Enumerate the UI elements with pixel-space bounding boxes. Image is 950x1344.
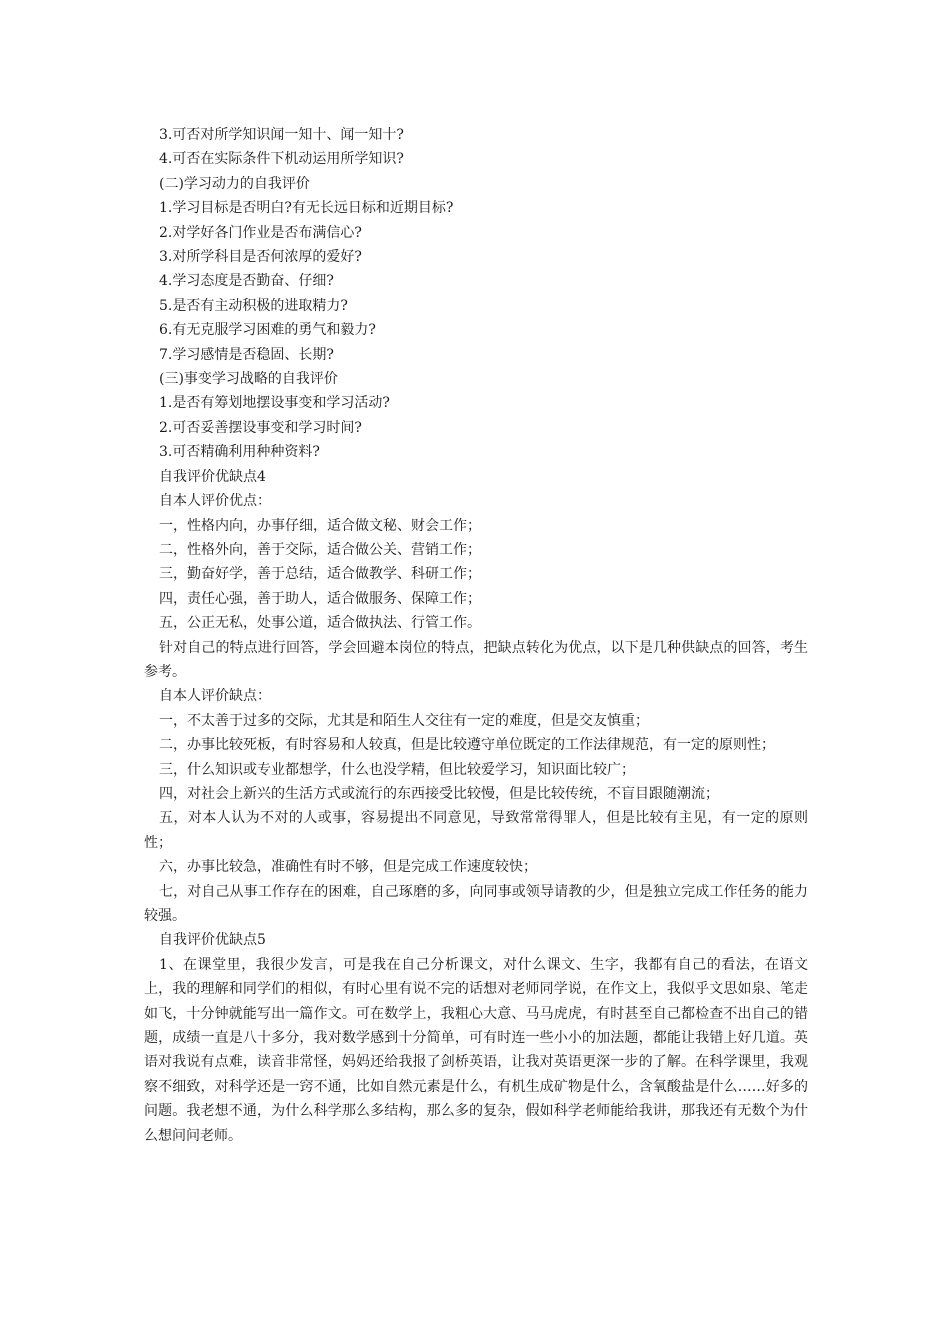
paragraph-line: 一，性格内向，办事仔细，适合做文秘、财会工作； xyxy=(159,517,481,534)
paragraph-line: 4.学习态度是否勤奋、仔细? xyxy=(159,273,334,290)
paragraph-line: 四，对社会上新兴的生活方式或流行的东西接受比较慢，但是比较传统，不盲目跟随潮流； xyxy=(159,785,719,802)
section-heading: (二)学习动力的自我评价 xyxy=(159,175,310,192)
paragraph-line: 5.是否有主动积极的进取精力? xyxy=(159,297,348,314)
section-heading: 自我评价优缺点5 xyxy=(159,932,266,949)
paragraph-line: 1.学习目标是否明白?有无长远日标和近期目标? xyxy=(159,200,454,217)
paragraph-line: 三，勤奋好学，善于总结，适合做教学、科研工作； xyxy=(159,566,481,583)
paragraph: 1、在课堂里，我很少发言，可是我在自己分析课文，对什么课文、生字，我都有自己的看法，在语文上，我的理解和同学们的相似，有时心里有说不完的话想对老师同学说，在作文上，我似乎文思如泉、笔走如飞，十分钟就能写出一篇作文。可在数学上，我粗心大意、马马虎虎，有时甚至自己都检查不出自己的错题，成绩一直是八十多分，我对数学感到十分简单，可有时连一些小小的加法题，都能让我错上好几道。英语对我说有点难，读音非常怪，妈妈还给我报了剑桥英语，让我对英语更深一步的了解。在科学课里，我观察不细致，对科学还是一窍不通，比如自然元素是什么，有机生成矿物是什么，含氧酸盐是什么……好多的问题。我老想不通，为什么科学那么多结构，那么多的复杂，假如科学老师能给我讲，那我还有无数个为什么想问问老师。 xyxy=(144,956,808,1144)
paragraph-line: 3.可否精确利用种种资料? xyxy=(159,444,320,461)
paragraph-line: 3.可否对所学知识闻一知十、闻一知十? xyxy=(159,127,404,143)
paragraph-line: 6.有无克服学习困难的勇气和毅力? xyxy=(159,322,376,339)
paragraph-line: 2.对学好各门作业是否布满信心? xyxy=(159,224,362,241)
paragraph-line: 7.学习感情是否稳固、长期? xyxy=(159,346,334,363)
paragraph-line: 4.可否在实际条件下机动运用所学知识? xyxy=(159,151,404,168)
paragraph-line: 一，不太善于过多的交际，尤其是和陌生人交往有一定的难度，但是交友慎重； xyxy=(159,712,649,729)
paragraph-line: 五，公正无私，处事公道，适合做执法、行管工作。 xyxy=(159,615,481,632)
paragraph-line: 二，性格外向，善于交际，适合做公关、营销工作； xyxy=(159,541,481,558)
paragraph: 五，对本人认为不对的人或事，容易提出不同意见，导致常常得罪人，但是比较有主见，有一定的原则性； xyxy=(144,810,808,851)
paragraph: 二，办事比较死板，有时容易和人较真，但是比较遵守单位既定的工作法律规范，有一定的原则性； xyxy=(159,737,775,754)
paragraph: 七，对自己从事工作存在的困难，自己琢磨的多，向同事或领导请教的少，但是独立完成工作任务的能力较强。 xyxy=(144,883,808,924)
paragraph-line: 三，什么知识或专业都想学，什么也没学精，但比较爱学习，知识面比较广； xyxy=(159,761,635,778)
paragraph-line: 3.对所学科目是否何浓厚的爱好? xyxy=(159,249,362,266)
document-page xyxy=(144,123,808,1148)
paragraph-line: 六，办事比较急，准确性有时不够，但是完成工作速度较快； xyxy=(159,859,537,876)
section-heading: (三)事变学习战略的自我评价 xyxy=(159,371,338,388)
paragraph-line: 2.可否妥善摆设事变和学习时间? xyxy=(159,419,362,436)
paragraph-line: 四，责任心强，善于助人，适合做服务、保障工作； xyxy=(159,590,481,607)
paragraph: 针对自己的特点进行回答，学会回避本岗位的特点，把缺点转化为优点，以下是几种供缺点的回答，考生参考。 xyxy=(144,639,808,680)
section-heading: 自我评价优缺点4 xyxy=(159,468,266,485)
paragraph-line: 自本人评价优点： xyxy=(159,493,271,510)
paragraph-line: 自本人评价缺点： xyxy=(159,688,271,705)
paragraph-line: 1.是否有筹划地摆设事变和学习活动? xyxy=(159,395,390,412)
